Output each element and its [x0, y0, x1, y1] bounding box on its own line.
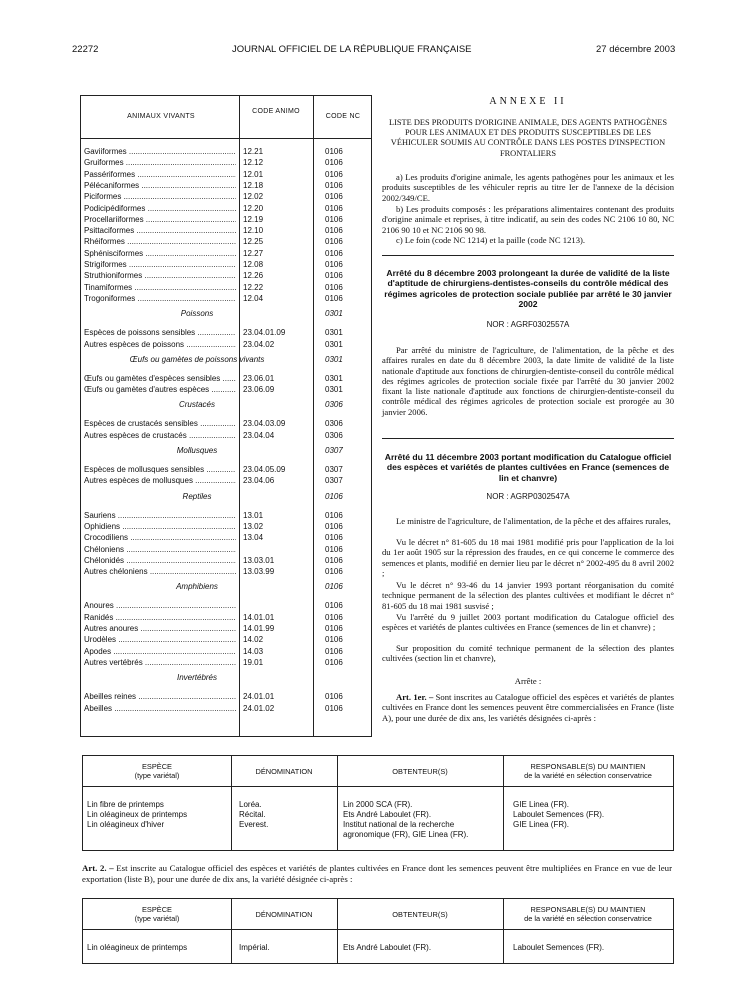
header-obtenteur: OBTENTEUR(S): [392, 910, 448, 919]
table-row: [81, 283, 371, 294]
denomination-item: Loréa.: [239, 800, 262, 809]
arrete1-nor: NOR : AGRF0302557A: [486, 320, 570, 329]
code-nc: 0106: [325, 169, 343, 179]
code-nc: 0306: [325, 419, 343, 429]
arrete2-para: Le ministre de l'agriculture, de l'alimentation, de la pêche et des affaires rurales,: [396, 516, 671, 526]
table-row: [81, 635, 371, 646]
arrete2-article1: [382, 692, 674, 723]
animal-name: Gaviiformes .....: [84, 147, 236, 156]
arrete2-para: Vu le décret n° 93-46 du 14 janvier 1993 portant réorganisation du comité technique permanent de la sélection des plantes cultivées et modifiant le décret n° 81-605 du 18 mai 1981 susvisé ;: [382, 580, 674, 611]
header-animaux: ANIMAUX VIVANTS: [127, 113, 195, 120]
table-row: [81, 237, 371, 248]
table-row: [81, 511, 371, 522]
cell-responsable: [513, 800, 669, 830]
animal-name: Autres anoures .....: [84, 624, 236, 633]
table-row: [81, 204, 371, 215]
table-row: [81, 192, 371, 203]
animal-name: Œufs ou gamètes d'autres espèces .....: [84, 385, 236, 394]
code-nc: 0106: [325, 510, 343, 520]
code-animo: 24.01.02: [243, 703, 275, 713]
table-row: [81, 556, 371, 567]
code-nc: 0106: [325, 147, 343, 156]
denomination-item: Récital.: [239, 810, 266, 819]
group-code-nc: 0106: [325, 491, 343, 501]
group-label: Invertébrés: [176, 673, 218, 683]
code-animo: 23.04.01.09: [243, 328, 286, 338]
arrete2-nor: NOR : AGRP0302547A: [486, 492, 570, 501]
table-row: [81, 328, 371, 339]
animal-name: Trogoniformes .....: [84, 294, 236, 303]
table-row: [81, 294, 371, 305]
issue-date: 27 décembre 2003: [596, 44, 676, 55]
table-row: [81, 226, 371, 237]
code-animo: 14.02: [243, 635, 264, 645]
code-animo: 12.19: [243, 214, 264, 224]
code-nc: 0106: [325, 271, 343, 281]
animal-name: Espèces de poissons sensibles .....: [84, 328, 236, 337]
code-animo: 12.20: [243, 203, 264, 213]
table-row: [81, 704, 371, 715]
table-row: [81, 374, 371, 385]
cell-denomination: Impérial.: [239, 943, 270, 952]
arrete2-title: Arrêté du 11 décembre 2003 portant modification du Catalogue officiel des espèces et variétés de plantes cultivées en France (semences de lin et chanvre): [384, 452, 672, 483]
code-animo: 12.22: [243, 282, 264, 292]
varieties-table-a: [82, 755, 674, 851]
code-nc: 0106: [325, 544, 343, 554]
code-animo: 14.01.99: [243, 624, 275, 633]
table-row: [81, 260, 371, 271]
espece-item: Lin fibre de printemps: [87, 800, 164, 809]
arrete2-arrete: Arrête :: [514, 676, 542, 686]
code-nc: 0307: [325, 465, 343, 474]
code-nc: 0106: [325, 692, 343, 702]
header-responsable-sub: de la variété en sélection conservatrice: [524, 914, 652, 923]
denomination-item: Everest.: [239, 820, 269, 829]
code-animo: 12.08: [243, 260, 264, 269]
code-nc: 0106: [325, 612, 343, 622]
group-code-nc: 0301: [325, 309, 343, 319]
code-nc: 0106: [325, 248, 343, 258]
code-nc: 0106: [325, 646, 343, 656]
animal-name: Autres espèces de crustacés .....: [84, 431, 236, 440]
code-animo: 13.02: [243, 521, 264, 531]
animal-name: Piciformes .....: [84, 192, 236, 201]
table-row: [81, 385, 371, 396]
code-animo: 12.25: [243, 237, 264, 247]
table-row: [81, 147, 371, 158]
responsable-item: GIE Linea (FR).: [513, 820, 570, 829]
code-nc: 0301: [325, 328, 343, 338]
journal-title: JOURNAL OFFICIEL DE LA RÉPUBLIQUE FRANÇAISE: [232, 44, 472, 55]
animal-name: Apodes .....: [84, 647, 236, 656]
header-obtenteur: OBTENTEUR(S): [392, 767, 448, 776]
responsable-item: GIE Linea (FR).: [513, 800, 570, 809]
code-animo: 12.10: [243, 226, 264, 236]
code-animo: 24.01.01: [243, 692, 275, 702]
code-animo: 19.01: [243, 657, 264, 667]
code-nc: 0301: [325, 385, 343, 395]
code-nc: 0106: [325, 293, 343, 303]
table-row: [81, 692, 371, 703]
animal-name: Ranidés .....: [84, 613, 236, 622]
header-responsable: [503, 762, 673, 780]
code-animo: 23.04.06: [243, 476, 275, 486]
animal-name: Œufs ou gamètes d'espèces sensibles .....: [84, 374, 236, 383]
column-divider: [231, 899, 232, 963]
animal-name: Autres vertébrés .....: [84, 658, 236, 667]
code-nc: 0106: [325, 237, 343, 247]
code-nc: 0307: [325, 476, 343, 486]
animal-name: Pélécaniformes .....: [84, 181, 236, 190]
animal-name: Espèces de mollusques sensibles .....: [84, 465, 236, 474]
group-code-nc: 0307: [325, 446, 343, 455]
article1-text: Sont inscrites au Catalogue officiel des espèces et variétés de plantes cultivées en France dont les semences peuvent être commercialisées en France (liste A), pour une durée de dix ans, les variétés désignées ci-après :: [382, 692, 674, 723]
code-nc: 0106: [325, 703, 343, 713]
animal-name: Podicipédiformes .....: [84, 204, 236, 213]
animal-name: Ophidiens .....: [84, 522, 236, 531]
code-animo: 23.04.03.09: [243, 419, 286, 429]
table-row: [81, 624, 371, 635]
code-animo: 13.04: [243, 533, 264, 543]
header-espece-sub: (type variétal): [134, 771, 180, 780]
table-header-rule: [83, 929, 673, 930]
animal-name: Rhéiformes .....: [84, 237, 236, 246]
table-row: [81, 170, 371, 181]
code-nc: 0106: [325, 260, 343, 269]
code-nc: 0106: [325, 601, 343, 611]
code-nc: 0106: [325, 624, 343, 633]
code-animo: 13.03.99: [243, 567, 275, 577]
header-code-animo: CODE ANIMO: [252, 108, 300, 115]
code-animo: 12.27: [243, 248, 264, 258]
annexe-para-c: c) Le foin (code NC 1214) et la paille (code NC 1213).: [396, 235, 585, 245]
code-nc: 0106: [325, 158, 343, 168]
table-row: [81, 658, 371, 669]
code-animo: 12.21: [243, 147, 264, 156]
group-heading: [81, 582, 371, 594]
animal-name: Chéloniens .....: [84, 545, 236, 554]
obtenteur-item: Institut national de la recherche agronomique (FR), GIE Linea (FR).: [343, 820, 469, 839]
table-row: [81, 613, 371, 624]
table-row: [81, 476, 371, 487]
code-animo: 13.03.01: [243, 555, 275, 565]
cell-denomination: [239, 800, 335, 830]
table-header-rule: [83, 786, 673, 787]
group-heading: [81, 446, 371, 458]
code-nc: 0106: [325, 282, 343, 292]
table-row: [81, 431, 371, 442]
header-espece-label: ESPÈCE: [142, 762, 172, 771]
group-heading: [81, 673, 371, 685]
table-row: [81, 271, 371, 282]
code-animo: 12.12: [243, 158, 264, 168]
group-code-nc: 0306: [325, 400, 343, 410]
table-row: [81, 419, 371, 430]
code-animo: 23.04.04: [243, 430, 275, 440]
header-responsable-label: RESPONSABLE(S) DU MAINTIEN: [530, 762, 646, 771]
cell-espece: Lin oléagineux de printemps: [87, 943, 188, 952]
code-nc: 0106: [325, 180, 343, 190]
cell-obtenteur: [343, 800, 499, 840]
code-animo: 23.06.09: [243, 385, 275, 395]
annexe-subtitle: LISTE DES PRODUITS D'ORIGINE ANIMALE, DES AGENTS PATHOGÈNES POUR LES ANIMAUX ET DES PRODUITS SUSCEPTIBLES DE LES VÉHICULER SOUMIS AU CONTRÔLE DANS LES POSTES D'INSPECTION FRONTALIERS: [388, 118, 668, 158]
table-row: [81, 545, 371, 556]
espece-item: Lin oléagineux d'hiver: [87, 820, 165, 829]
header-responsable-sub: de la variété en sélection conservatrice: [524, 771, 652, 780]
group-code-nc: 0106: [325, 582, 343, 592]
code-nc: 0106: [325, 214, 343, 224]
varieties-table-b: [82, 898, 674, 964]
code-nc: 0106: [325, 567, 343, 577]
group-label: Mollusques: [176, 446, 218, 455]
group-heading: [81, 400, 371, 412]
animal-name: Sphénisciformes .....: [84, 249, 236, 258]
code-animo: 14.01.01: [243, 612, 275, 622]
table-row: [81, 601, 371, 612]
page-number: 22272: [72, 44, 99, 55]
header-espece: [83, 762, 231, 780]
arrete2-para: Vu l'arrêté du 9 juillet 2003 portant modification du Catalogue officiel des espèces et variétés de plantes cultivées en France (semences de lin et chanvre) ;: [382, 612, 674, 633]
group-heading: [81, 355, 371, 367]
arrete2-para: Vu le décret n° 81-605 du 18 mai 1981 modifié pris pour l'application de la loi du 1er août 1905 sur la répression des fraudes, en ce qui concerne le commerce des semences et plants, modifié en dernier lieu par le décret n° 2002-495 du 8 avril 2002 ;: [382, 537, 674, 578]
code-animo: 12.04: [243, 293, 264, 303]
header-espece-sub: (type variétal): [134, 914, 180, 923]
group-label: Crustacés: [178, 400, 215, 410]
code-animo: 14.03: [243, 646, 264, 656]
group-heading: [81, 309, 371, 321]
animal-name: Passériformes .....: [84, 170, 236, 179]
table-row: [81, 567, 371, 578]
code-animo: 12.01: [243, 169, 264, 179]
column-divider: [337, 899, 338, 963]
code-nc: 0306: [325, 430, 343, 440]
animal-name: Tinamiformes .....: [84, 283, 236, 292]
code-nc: 0106: [325, 635, 343, 645]
code-nc: 0106: [325, 226, 343, 236]
group-label: Amphibiens: [176, 582, 218, 592]
code-animo: 23.04.02: [243, 339, 275, 349]
code-animo: 23.06.01: [243, 373, 275, 383]
arrete2-para: Sur proposition du comité technique permanent de la sélection des plantes cultivées (section lin et chanvre),: [382, 643, 674, 664]
animal-name: Procellariiformes .....: [84, 215, 236, 224]
animal-name: Psittaciformes .....: [84, 226, 236, 235]
code-nc: 0106: [325, 657, 343, 667]
animal-name: Strigiformes .....: [84, 260, 236, 269]
header-responsable-label: RESPONSABLE(S) DU MAINTIEN: [530, 905, 646, 914]
header-responsable: [503, 905, 673, 923]
code-nc: 0106: [325, 192, 343, 202]
table-row: [81, 647, 371, 658]
article1-label: Art. 1er. –: [396, 692, 434, 702]
table-row: [81, 249, 371, 260]
obtenteur-item: Lin 2000 SCA (FR).: [343, 800, 413, 809]
arrete1-body: Par arrêté du ministre de l'agriculture, de l'alimentation, de la pêche et des affaires rurales en date du 8 décembre 2003, la date limite de validité de la liste nationale d'aptitude aux fonctions de chirurgien-dentiste-conseil du contrôle médical des régimes agricoles de protection sociale fixée par l'arrêté du 30 janvier 2002 fixant la liste nationale d'aptitude aux fonctions de chirurgien-dentiste-conseil du contrôle médical des régimes agricoles de protection sociale est prorogée au 30 janvier 2006.: [382, 345, 674, 417]
animal-name: Abeilles .....: [84, 704, 236, 713]
animal-name: Anoures .....: [84, 601, 236, 610]
code-nc: 0301: [325, 339, 343, 349]
header-code-nc: CODE NC: [325, 113, 361, 120]
animal-name: Autres chéloniens .....: [84, 567, 236, 576]
animal-name: Struthioniformes .....: [84, 271, 236, 280]
group-label: Reptiles: [182, 491, 212, 501]
group-code-nc: 0301: [325, 354, 343, 364]
group-label: Œufs ou gamètes de poissons vivants: [129, 354, 265, 364]
animal-name: Abeilles reines .....: [84, 692, 236, 701]
section-rule: [382, 438, 674, 439]
animals-table: [80, 95, 372, 737]
cell-obtenteur: Ets André Laboulet (FR).: [343, 943, 432, 952]
article2-label-text: Art. 2. –: [82, 863, 114, 873]
code-nc: 0106: [325, 203, 343, 213]
cell-espece: [87, 800, 229, 830]
code-animo: 13.01: [243, 510, 264, 520]
animal-name: Espèces de crustacés sensibles .....: [84, 419, 236, 428]
table-row: [81, 533, 371, 544]
article2: [82, 863, 672, 885]
code-animo: 12.18: [243, 180, 264, 190]
article2-text: Est inscrite au Catalogue officiel des espèces et variétés de plantes cultivées en France dont les semences peuvent être multipliées en France en vue de leur exportation (liste B), pour une durée de dix ans, la variété désignée ci-après :: [82, 863, 672, 884]
group-heading: [81, 492, 371, 504]
header-denomination: DÉNOMINATION: [255, 910, 313, 919]
header-espece: [83, 905, 231, 923]
animal-name: Chélonidés .....: [84, 556, 236, 565]
animal-name: Gruiformes .....: [84, 158, 236, 167]
espece-item: Lin oléagineux de printemps: [87, 810, 188, 819]
table-row: [81, 215, 371, 226]
code-animo: 12.26: [243, 271, 264, 281]
code-animo: 23.04.05.09: [243, 465, 286, 474]
animal-name: Crocodiliens .....: [84, 533, 236, 542]
group-label: Poissons: [180, 309, 214, 319]
section-rule: [382, 255, 674, 256]
annexe-para-a: a) Les produits d'origine animale, les agents pathogènes pour les animaux et les produits susceptibles de les véhiculer repris au titre Ier de l'annexe de la décision 2002/349/CE.: [382, 172, 674, 203]
animal-name: Urodèles .....: [84, 635, 236, 644]
table-row: [81, 181, 371, 192]
annexe-para-b: b) Les produits composés : les préparations alimentaires contenant des produits d'origine animale et reprises, à titre indicatif, au sein des codes NC 2106 10 80, NC 2106 90 10 et NC 2106 90 98.: [382, 204, 674, 235]
cell-responsable: Laboulet Semences (FR).: [513, 943, 605, 952]
code-nc: 0106: [325, 555, 343, 565]
header-denomination: DÉNOMINATION: [255, 767, 313, 776]
arrete1-title: Arrêté du 8 décembre 2003 prolongeant la durée de validité de la liste d'aptitude de chirurgiens-dentistes-conseils du contrôle médical des régimes agricoles de protection sociale publiée par arrêté le 30 janvier 2002: [384, 268, 672, 310]
animal-name: Sauriens .....: [84, 511, 236, 520]
code-animo: 12.02: [243, 192, 264, 202]
code-nc: 0106: [325, 521, 343, 531]
animal-name: Autres espèces de poissons .....: [84, 340, 236, 349]
responsable-item: Laboulet Semences (FR).: [513, 810, 605, 819]
table-row: [81, 340, 371, 351]
annexe-title: ANNEXE II: [489, 96, 567, 107]
article2-label: [82, 863, 114, 873]
table-row: [81, 158, 371, 169]
code-nc: 0106: [325, 533, 343, 543]
header-espece-label: ESPÈCE: [142, 905, 172, 914]
animal-name: Autres espèces de mollusques .....: [84, 476, 236, 485]
obtenteur-item: Ets André Laboulet (FR).: [343, 810, 432, 819]
code-nc: 0301: [325, 373, 343, 383]
table-row: [81, 465, 371, 476]
table-row: [81, 522, 371, 533]
